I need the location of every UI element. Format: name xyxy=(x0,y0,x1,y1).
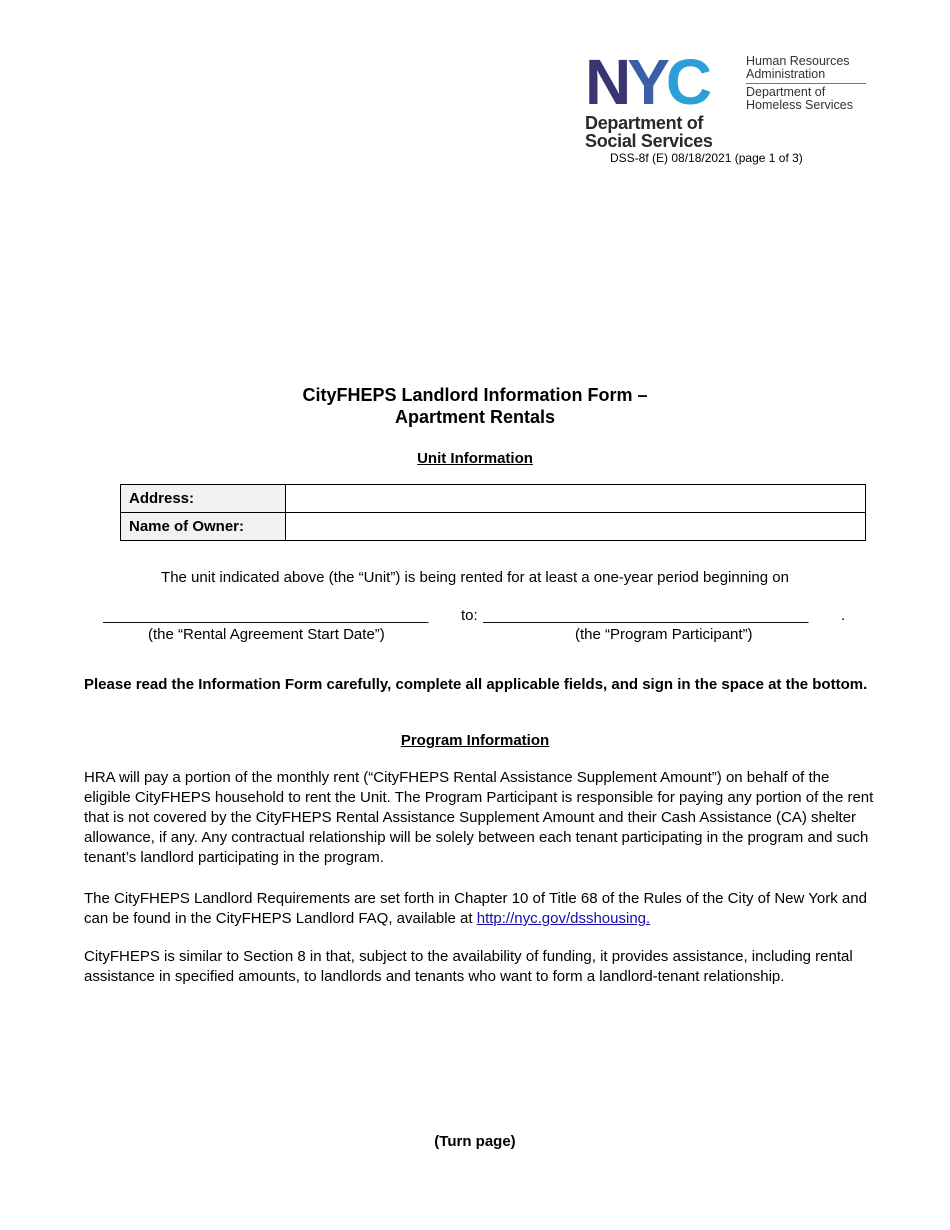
nyc-logo-letters: NYC xyxy=(585,46,709,118)
program-paragraph-3: CityFHEPS is similar to Section 8 in that, subject to the availability of funding, it provides assistance, including rental assistance in specified amounts, to landlords and tenants who want to form a landlord-tenant relationship. xyxy=(84,948,853,985)
form-title-line-2: Apartment Rentals xyxy=(394,407,556,427)
program-paragraph-1: HRA will pay a portion of the monthly rent (“CityFHEPS Rental Assistance Supplement Amount”) on behalf of the eligible CityFHEPS household to rent the Unit. The Program Participant is responsible for paying any portion of the rent that is not covered by the CityFHEPS Rental Assistance Supplement Amount and their Cash Assistance (CA) shelter allowance, if any. Any contractual relationship will be solely between each tenant participating in the program and such tenant’s landlord participating in the program. xyxy=(84,769,874,866)
table-row xyxy=(121,485,866,513)
rental-period-intro: The unit indicated above (the “Unit”) is being rented for at least a one-year period beginning on xyxy=(161,569,789,586)
owner-name-field[interactable] xyxy=(286,513,866,541)
program-participant-caption: (the “Program Participant”) xyxy=(575,626,753,643)
turn-page-note: (Turn page) xyxy=(434,1133,516,1150)
owner-name-label: Name of Owner: xyxy=(121,513,286,541)
start-date-blank[interactable]: _______________________________________ xyxy=(103,607,429,624)
start-date-caption: (the “Rental Agreement Start Date”) xyxy=(148,626,385,643)
department-name: Department of Social Services xyxy=(585,113,713,151)
end-period-mark: . xyxy=(841,607,846,624)
form-title-line-1: CityFHEPS Landlord Information Form – xyxy=(302,385,648,405)
address-label: Address: xyxy=(121,485,286,513)
program-paragraph-2: The CityFHEPS Landlord Requirements are set forth in Chapter 10 of Title 68 of the Rules of the City of New York and can be found in the CityFHEPS Landlord FAQ, available at http://nyc.gov/dsshousing. xyxy=(84,890,867,927)
program-participant-blank[interactable]: _______________________________________ xyxy=(483,607,809,624)
agency-logo xyxy=(585,46,865,155)
to-label: to: xyxy=(461,607,478,624)
form-code: DSS-8f (E) 08/18/2021 (page 1 of 3) xyxy=(610,151,803,165)
unit-information-heading: Unit Information xyxy=(417,450,533,467)
dss-housing-link[interactable]: http://nyc.gov/dsshousing. xyxy=(476,910,651,927)
table-row xyxy=(121,513,866,541)
instructions-notice: Please read the Information Form carefully, complete all applicable fields, and sign in the space at the bottom. xyxy=(84,676,868,693)
program-information-heading: Program Information xyxy=(400,732,550,749)
agency-names: Human Resources Administration Department of Homeless Services xyxy=(746,55,866,112)
unit-information-table xyxy=(120,484,866,541)
address-field[interactable] xyxy=(286,485,866,513)
agency-divider xyxy=(746,83,866,84)
